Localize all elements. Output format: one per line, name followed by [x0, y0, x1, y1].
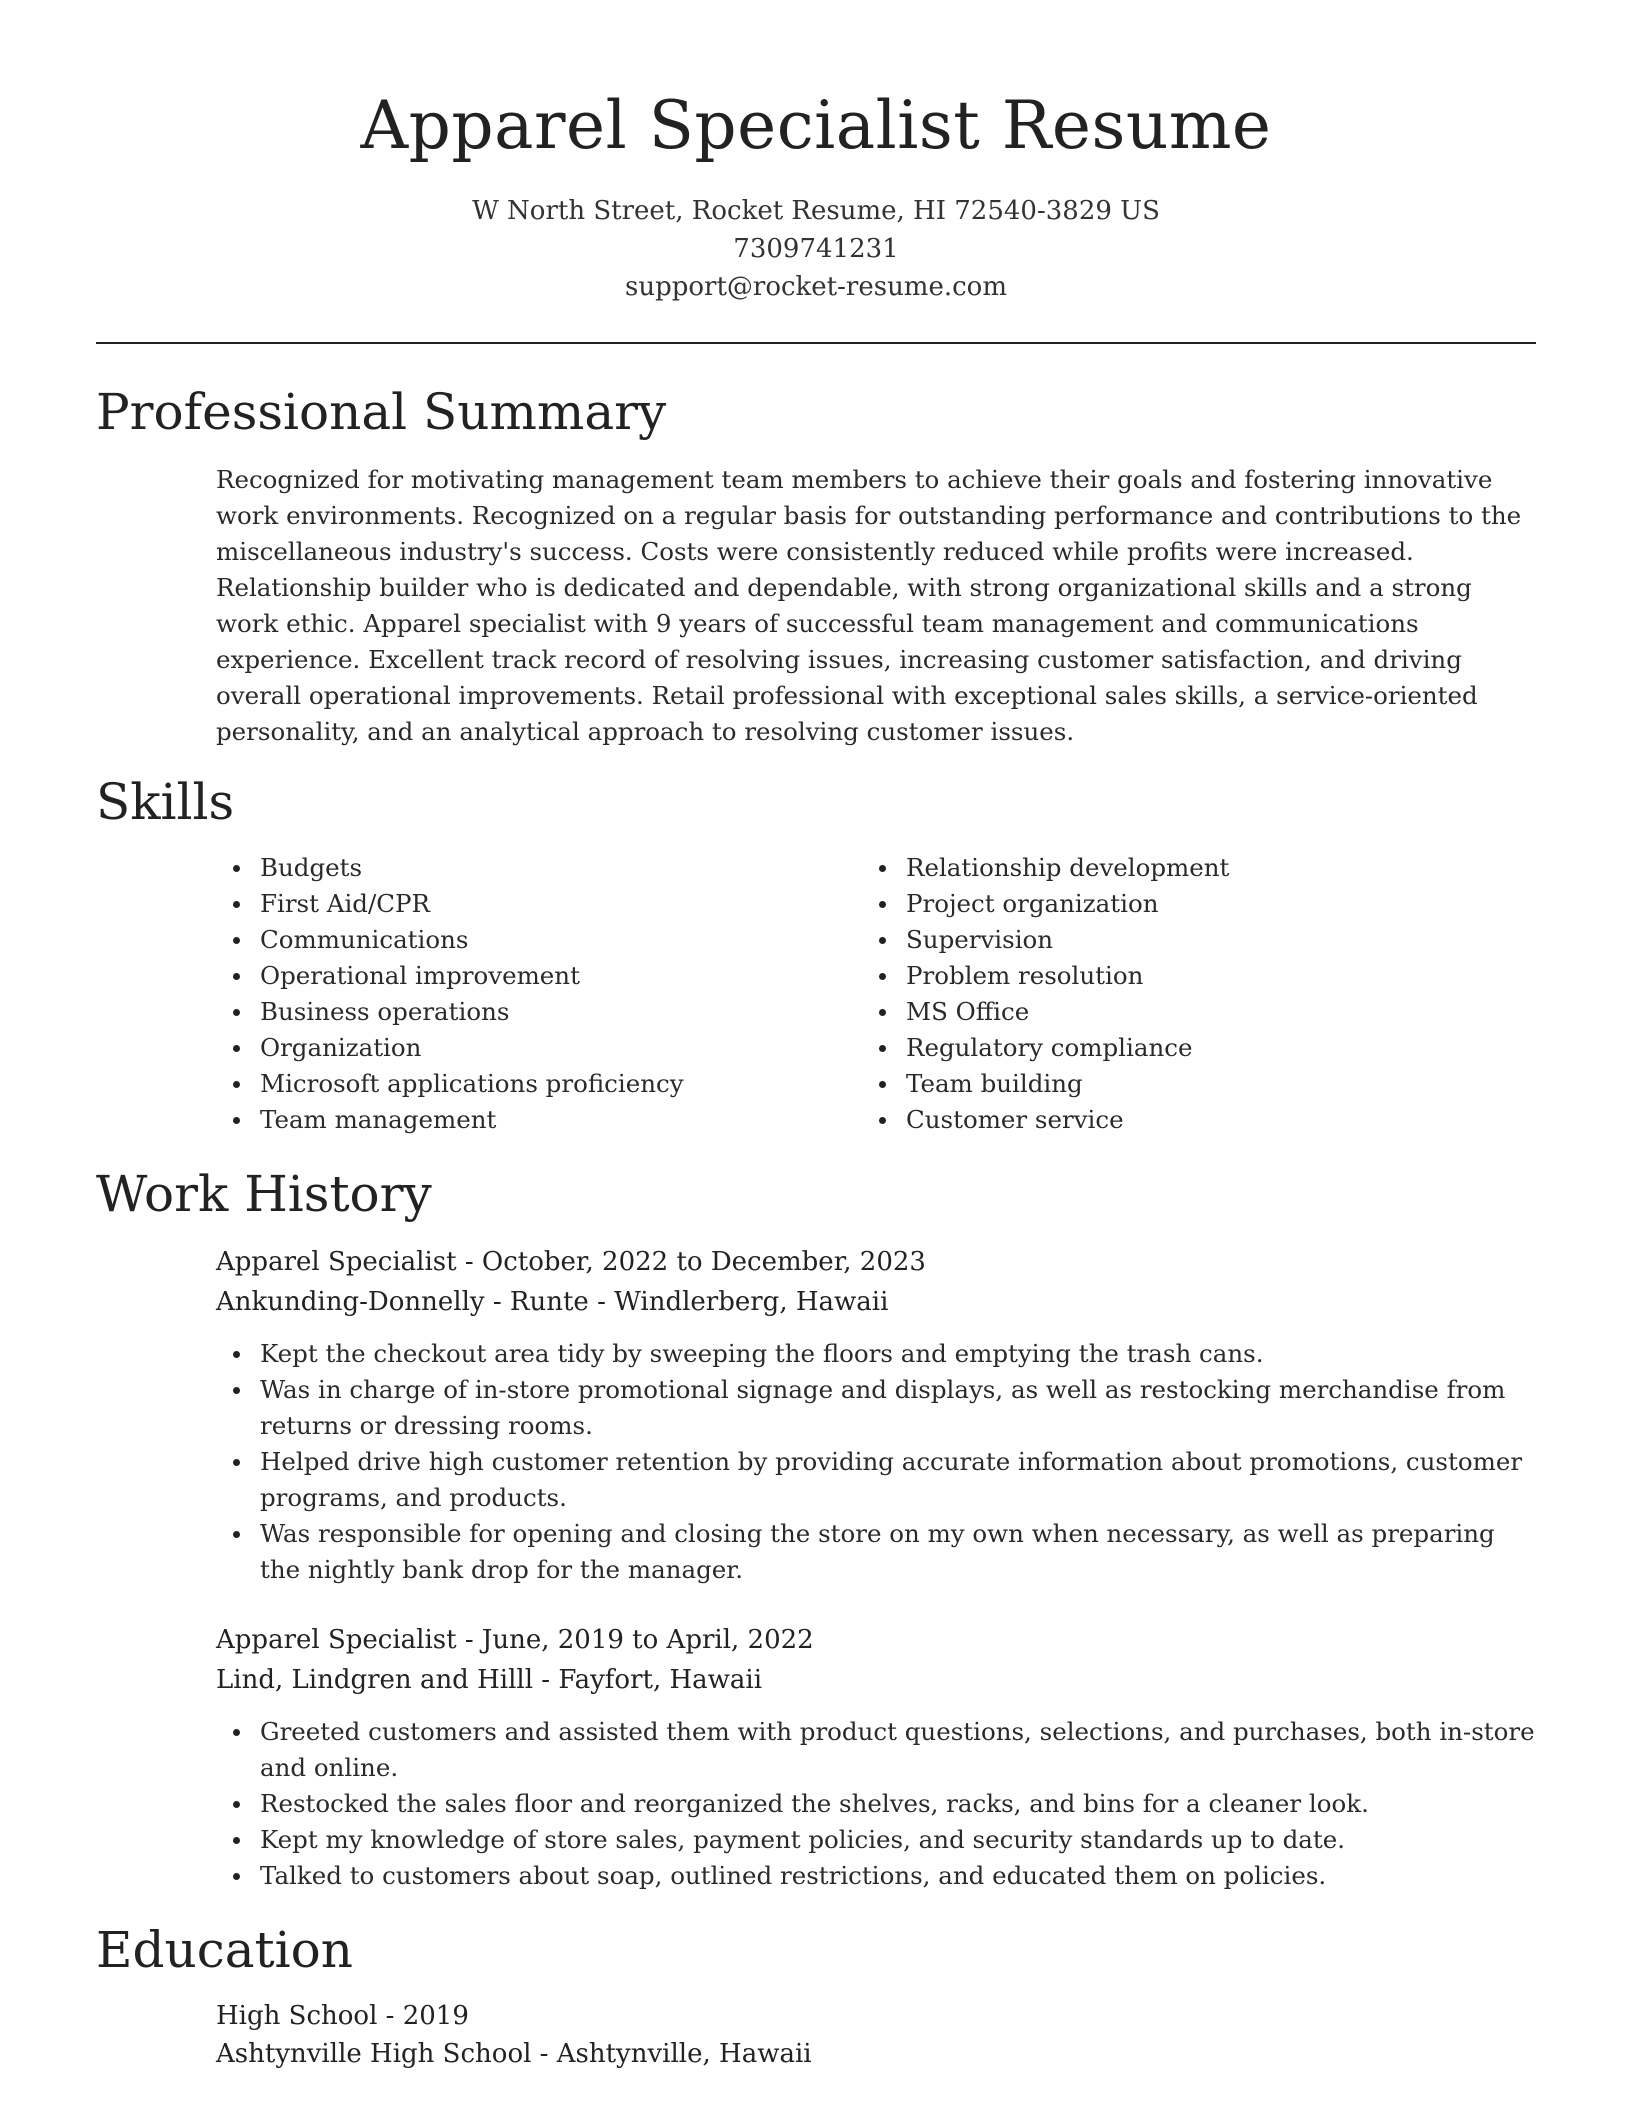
education-degree-line: High School - 2019 — [216, 2001, 469, 2031]
summary-text: Recognized for motivating management team members to achieve their goals and fostering innovative work environments. Recognized on a regular basis for outstanding performance and contributions to the miscellaneous industry's success. Costs were consistently reduced while profits were increased. Relationship builder who is dedicated and dependable, with strong organizational skills and a strong work ethic. Apparel specialist with 9 years of successful team management and communications experience. Excellent track record of resolving issues, increasing customer satisfaction, and driving overall operational improvements. Retail professional with exceptional sales skills, a service-oriented personality, and an analytical approach to resolving customer issues. — [216, 465, 1522, 746]
job-bullet: Talked to customers about soap, outlined restrictions, and educated them on policies. — [216, 1858, 1536, 1894]
skill-item: Regulatory compliance — [862, 1030, 1522, 1066]
contact-address: W North Street, Rocket Resume, HI 72540-3829 US — [472, 196, 1160, 226]
skill-item: Team management — [216, 1102, 816, 1138]
job-company-line: Ankunding-Donnelly - Runte - Windlerberg, Hawaii — [216, 1287, 889, 1317]
job-bullet: Restocked the sales floor and reorganized the shelves, racks, and bins for a cleaner look. — [216, 1786, 1536, 1822]
skill-item: Communications — [216, 922, 816, 958]
job-bullets — [216, 1336, 1536, 1588]
job-bullet: Was responsible for opening and closing the store on my own when necessary, as well as preparing the nightly bank drop for the manager. — [216, 1516, 1536, 1588]
job-bullet: Kept my knowledge of store sales, payment policies, and security standards up to date. — [216, 1822, 1536, 1858]
resume-title: Apparel Specialist Resume — [360, 87, 1272, 164]
job-bullet: Helped drive high customer retention by providing accurate information about promotions, customer programs, and products. — [216, 1444, 1536, 1516]
job-company-line: Lind, Lindgren and Hilll - Fayfort, Hawaii — [216, 1665, 763, 1695]
skill-item: Project organization — [862, 886, 1522, 922]
skill-item: MS Office — [862, 994, 1522, 1030]
contact-phone: 7309741231 — [733, 234, 899, 264]
header-divider — [96, 342, 1536, 344]
skill-item: First Aid/CPR — [216, 886, 816, 922]
section-title-education: Education — [96, 1921, 353, 1979]
education-school-line: Ashtynville High School - Ashtynville, Hawaii — [216, 2039, 812, 2069]
skill-item: Relationship development — [862, 850, 1522, 886]
skill-item: Customer service — [862, 1102, 1522, 1138]
skill-item: Budgets — [216, 850, 816, 886]
contact-block — [0, 192, 1632, 306]
skill-item: Team building — [862, 1066, 1522, 1102]
skills-list-right — [862, 850, 1522, 1138]
section-title-work-history: Work History — [96, 1165, 432, 1223]
job-title-line: Apparel Specialist - October, 2022 to December, 2023 — [216, 1247, 926, 1277]
section-title-skills: Skills — [96, 773, 235, 831]
skill-item: Business operations — [216, 994, 816, 1030]
job-bullet: Greeted customers and assisted them with product questions, selections, and purchases, both in-store and online. — [216, 1714, 1536, 1786]
skills-list-left — [216, 850, 816, 1138]
skill-item: Operational improvement — [216, 958, 816, 994]
skill-item: Organization — [216, 1030, 816, 1066]
job-title-line: Apparel Specialist - June, 2019 to April, 2022 — [216, 1625, 814, 1655]
contact-email: support@rocket-resume.com — [624, 272, 1007, 302]
job-bullet: Kept the checkout area tidy by sweeping the floors and emptying the trash cans. — [216, 1336, 1536, 1372]
job-bullets — [216, 1714, 1536, 1894]
job-bullet: Was in charge of in-store promotional signage and displays, as well as restocking merchandise from returns or dressing rooms. — [216, 1372, 1536, 1444]
skill-item: Problem resolution — [862, 958, 1522, 994]
skill-item: Microsoft applications proficiency — [216, 1066, 816, 1102]
skill-item: Supervision — [862, 922, 1522, 958]
section-title-summary: Professional Summary — [96, 383, 667, 441]
